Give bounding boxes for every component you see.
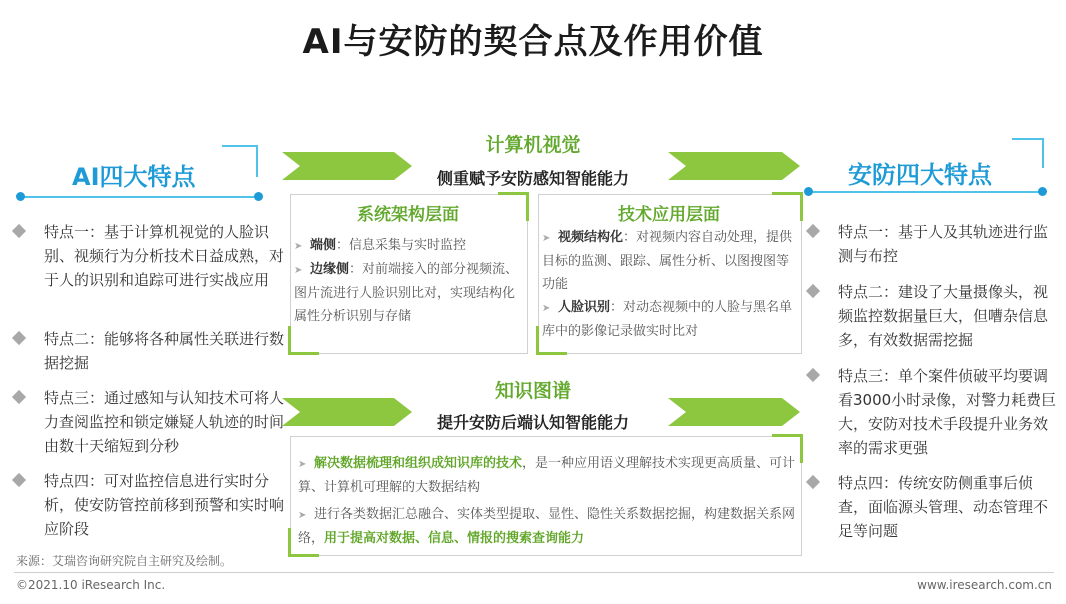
triangle-bullet-icon: ➤ bbox=[542, 233, 551, 244]
left-heading-bracket bbox=[222, 145, 258, 177]
kg-line-text: 进行各类数据汇总融合、实体类型提取、显性、隐性关系数据挖掘，构建数据关系网络， bbox=[298, 507, 796, 546]
triangle-bullet-icon: ➤ bbox=[294, 241, 303, 252]
right-features bbox=[808, 220, 1058, 543]
left-feature-item bbox=[14, 386, 286, 469]
diamond-bullet-icon bbox=[806, 224, 820, 238]
right-heading-bracket bbox=[1012, 138, 1044, 168]
tech-line-face-recognition bbox=[542, 296, 794, 343]
kg-arrow-right bbox=[668, 398, 800, 426]
tech-application-heading: 技术应用层面 bbox=[618, 205, 720, 225]
right-feature-item bbox=[808, 280, 1058, 364]
kg-arrow-left bbox=[282, 398, 412, 426]
website-link[interactable]: www.iresearch.com.cn bbox=[917, 578, 1052, 592]
triangle-bullet-icon: ➤ bbox=[298, 510, 307, 521]
triangle-bullet-icon: ➤ bbox=[298, 459, 307, 470]
triangle-bullet-icon: ➤ bbox=[294, 265, 303, 276]
kg-line-text: ，是一种应用语义理解技术实现更高质量、可计算、计算机可理解的大数据结构 bbox=[298, 456, 796, 495]
kg-line-1 bbox=[298, 452, 796, 499]
diamond-bullet-icon bbox=[806, 284, 820, 298]
system-line-text: ：信息采集与实时监控 bbox=[336, 238, 467, 253]
kg-title: 知识图谱 bbox=[494, 380, 571, 402]
tech-application-content bbox=[542, 226, 794, 343]
system-line-edge-device bbox=[294, 234, 524, 258]
right-feature-item bbox=[808, 220, 1058, 280]
right-feature-text: 特点二：建设了大量摄像头，视频监控数据量巨大，但嘈杂信息多，有效数据需挖掘 bbox=[838, 283, 1049, 349]
tech-line-text: ：对视频内容自动处理，提供目标的监测、跟踪、属性分析、以图搜图等功能 bbox=[542, 230, 793, 292]
left-feature-text: 特点三：通过感知与认知技术可将人力查阅监控和锁定嫌疑人轨迹的时间由数十天缩短到分秒 bbox=[44, 389, 285, 455]
system-line-key: 边缘侧 bbox=[310, 262, 350, 277]
diamond-bullet-icon bbox=[12, 473, 26, 487]
right-heading-line bbox=[808, 191, 1042, 193]
left-heading-dot-end bbox=[254, 192, 263, 201]
left-heading-line bbox=[20, 196, 258, 198]
copyright: ©2021.10 iResearch Inc. bbox=[16, 578, 166, 592]
right-feature-text: 特点三：单个案件侦破平均要调看3000小时录像，对警力耗费巨大，安防对技术手段提升业务效率的需求更强 bbox=[838, 367, 1057, 457]
system-box-corner-bl bbox=[288, 326, 319, 355]
system-line-key: 端侧 bbox=[310, 238, 337, 253]
left-feature-item bbox=[14, 220, 286, 327]
kg-subtitle: 提升安防后端认知智能能力 bbox=[436, 413, 629, 432]
diamond-bullet-icon bbox=[806, 368, 820, 382]
left-feature-text: 特点二：能够将各种属性关联进行数据挖掘 bbox=[44, 330, 285, 372]
right-feature-text: 特点一：基于人及其轨迹进行监测与布控 bbox=[838, 223, 1049, 265]
diamond-bullet-icon bbox=[12, 224, 26, 238]
right-feature-item bbox=[808, 364, 1058, 471]
right-feature-text: 特点四：传统安防侧重事后侦查，面临源头管理、动态管理不足等问题 bbox=[838, 474, 1049, 540]
cv-arrow-right bbox=[668, 152, 800, 180]
left-feature-text: 特点四：可对监控信息进行实时分析，使安防管控前移到预警和实时响应阶段 bbox=[44, 472, 285, 538]
system-architecture-heading: 系统架构层面 bbox=[357, 205, 459, 225]
source-note: 来源：艾瑞咨询研究院自主研究及绘制。 bbox=[16, 554, 233, 568]
right-heading: 安防四大特点 bbox=[848, 161, 992, 189]
kg-line-highlight: 用于提高对数据、信息、情报的搜索查询能力 bbox=[324, 531, 585, 546]
right-feature-item bbox=[808, 471, 1058, 543]
left-feature-item bbox=[14, 469, 286, 541]
tech-line-video-structuring bbox=[542, 226, 794, 296]
cv-subtitle: 侧重赋予安防感知智能能力 bbox=[436, 169, 629, 188]
triangle-bullet-icon: ➤ bbox=[542, 303, 551, 314]
left-features bbox=[14, 220, 286, 541]
kg-line-highlight: 解决数据梳理和组织成知识库的技术 bbox=[314, 456, 523, 471]
diamond-bullet-icon bbox=[12, 331, 26, 345]
system-architecture-content bbox=[294, 234, 524, 328]
footer-divider bbox=[14, 572, 1054, 573]
kg-line-2 bbox=[298, 503, 796, 550]
system-line-edge-side bbox=[294, 258, 524, 328]
left-feature-text: 特点一：基于计算机视觉的人脸识别、视频行为分析技术日益成熟，对于人的识别和追踪可进行实战应用 bbox=[44, 223, 285, 289]
tech-line-text: ：对动态视频中的人脸与黑名单库中的影像记录做实时比对 bbox=[542, 300, 793, 339]
diamond-bullet-icon bbox=[12, 390, 26, 404]
cv-arrow-left bbox=[282, 152, 412, 180]
right-heading-dot-start bbox=[804, 187, 813, 196]
cv-title: 计算机视觉 bbox=[485, 134, 581, 156]
diamond-bullet-icon bbox=[806, 475, 820, 489]
knowledge-graph-content bbox=[298, 452, 796, 550]
tech-line-key: 人脸识别 bbox=[558, 300, 611, 315]
left-heading-dot-start bbox=[16, 192, 25, 201]
tech-line-key: 视频结构化 bbox=[558, 230, 624, 245]
page-title: AI与安防的契合点及作用价值 bbox=[302, 22, 764, 62]
left-heading: AI四大特点 bbox=[72, 163, 196, 191]
right-heading-dot-end bbox=[1038, 187, 1047, 196]
left-feature-item bbox=[14, 327, 286, 386]
system-line-text: ：对前端接入的部分视频流、图片流进行人脸识别比对，实现结构化属性分析识别与存储 bbox=[294, 262, 519, 324]
